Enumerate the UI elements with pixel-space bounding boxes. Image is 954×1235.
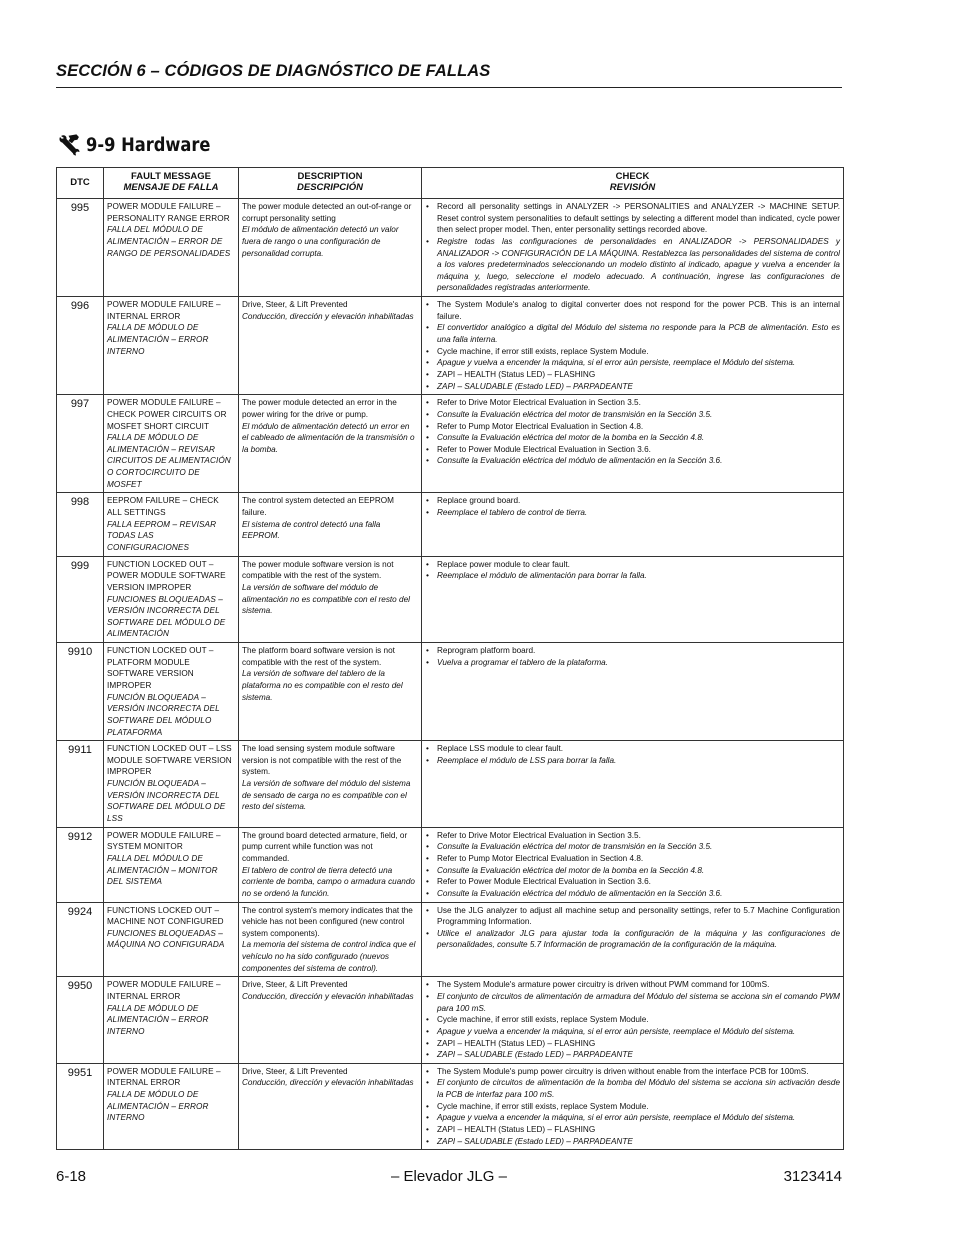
fault-message-cell bbox=[104, 395, 239, 493]
section-title: SECCIÓN 6 – CÓDIGOS DE DIAGNÓSTICO DE FALLAS bbox=[56, 62, 491, 80]
fault-message-en: FUNCTION LOCKED OUT – POWER MODULE SOFTWARE VERSION IMPROPER bbox=[107, 559, 226, 592]
check-cell bbox=[422, 827, 844, 902]
fault-message-cell bbox=[104, 741, 239, 827]
check-item: • Reemplace el módulo de LSS para borrar la falla. bbox=[424, 755, 840, 767]
header-dtc: DTC bbox=[57, 168, 104, 199]
fault-message-cell bbox=[104, 297, 239, 395]
check-item: • The System Module's pump power circuitry is driven without enable from the interface PCB for 100mS. bbox=[424, 1066, 840, 1078]
check-item: • Apague y vuelva a encender la máquina, si el error aún persiste, reemplace el Módulo del sistema. bbox=[424, 1026, 840, 1038]
dtc-code: 9911 bbox=[57, 741, 104, 827]
fault-message-en: POWER MODULE FAILURE – INTERNAL ERROR bbox=[107, 1066, 221, 1088]
description-en: The power module software version is not compatible with the rest of the system. bbox=[242, 559, 394, 581]
table-row bbox=[57, 741, 844, 827]
fault-message-cell bbox=[104, 643, 239, 741]
description-es: La memoria del sistema de control indica que el vehículo no ha sido configurado (nuevos componentes del sistema de control). bbox=[242, 940, 416, 973]
fault-message-en: POWER MODULE FAILURE – CHECK POWER CIRCUITS OR MOSFET SHORT CIRCUIT bbox=[107, 398, 227, 431]
fault-message-en: POWER MODULE FAILURE – SYSTEM MONITOR bbox=[107, 830, 221, 852]
fault-message-en: FUNCTIONS LOCKED OUT – MACHINE NOT CONFIGURED bbox=[107, 905, 224, 927]
table-row bbox=[57, 643, 844, 741]
description-cell bbox=[239, 741, 422, 827]
description-cell bbox=[239, 493, 422, 556]
check-item: • El conjunto de circuitos de alimentación de la bomba del Módulo del sistema se acciona sin activación desde la PCB de interfaz para 100 mS. bbox=[424, 1077, 840, 1100]
description-es: El módulo de alimentación detectó un error en el cableado de alimentación de la transmisión o la bomba. bbox=[242, 421, 415, 454]
fault-message-es: FUNCIONES BLOQUEADAS – VERSIÓN INCORRECTA DEL SOFTWARE DEL MÓDULO DE ALIMENTACIÓN bbox=[107, 594, 226, 639]
description-es: Conducción, dirección y elevación inhabilitadas bbox=[242, 1078, 414, 1088]
heading-title: 9-9 Hardware bbox=[86, 134, 211, 156]
check-item: • The System Module's armature power circuitry is driven without PWM command for 100mS. bbox=[424, 979, 840, 991]
table-header-row bbox=[57, 168, 844, 199]
check-cell bbox=[422, 297, 844, 395]
fault-message-cell bbox=[104, 1063, 239, 1149]
check-list bbox=[424, 645, 840, 668]
check-item: • Apague y vuelva a encender la máquina, si el error aún persiste, reemplace el Módulo del sistema. bbox=[424, 1112, 840, 1124]
check-item: • Use the JLG analyzer to adjust all machine setup and personality settings, refer to 5.7 Machine Configuration Programming Information. bbox=[424, 905, 840, 928]
description-en: The power module detected an out-of-range or corrupt personality setting bbox=[242, 202, 412, 223]
description-en: The control system's memory indicates that the vehicle has not been configured (new control system components). bbox=[242, 905, 413, 938]
description-en: The load sensing system module software version is not compatible with the rest of the system. bbox=[242, 744, 402, 777]
dtc-code: 995 bbox=[57, 199, 104, 297]
footer-publisher: – Elevador JLG – bbox=[391, 1168, 507, 1185]
check-item: • Apague y vuelva a encender la máquina, si el error aún persiste, reemplace el Módulo del sistema. bbox=[424, 357, 840, 369]
description-es: Conducción, dirección y elevación inhabilitadas bbox=[242, 992, 414, 1001]
description-en: Drive, Steer, & Lift Prevented bbox=[242, 980, 348, 990]
page-number: 6-18 bbox=[56, 1168, 87, 1185]
check-item: • Consulte la Evaluación eléctrica del módulo de alimentación en la Sección 3.6. bbox=[424, 455, 840, 467]
fault-message-es: FUNCIÓN BLOQUEADA – VERSIÓN INCORRECTA DEL SOFTWARE DEL MÓDULO DE LSS bbox=[107, 779, 226, 824]
check-list bbox=[424, 830, 840, 900]
check-list bbox=[424, 905, 840, 952]
description-cell bbox=[239, 977, 422, 1063]
table-row bbox=[57, 977, 844, 1063]
check-item: • Reemplace el tablero de control de tierra. bbox=[424, 507, 840, 519]
description-cell bbox=[239, 1063, 422, 1149]
table-row bbox=[57, 902, 844, 977]
dtc-code: 9950 bbox=[57, 977, 104, 1063]
dtc-code: 9924 bbox=[57, 902, 104, 977]
description-en: The control system detected an EEPROM failure. bbox=[242, 496, 394, 518]
dtc-code: 9910 bbox=[57, 643, 104, 741]
description-es: La versión de software del tablero de la plataforma no es compatible con el resto del sistema. bbox=[242, 669, 403, 702]
check-list bbox=[424, 1066, 840, 1147]
fault-code-table bbox=[56, 167, 844, 1150]
description-cell bbox=[239, 297, 422, 395]
description-es: La versión de software del módulo del sistema de sensado de carga no es compatible con el resto del sistema. bbox=[242, 779, 411, 812]
dtc-code: 999 bbox=[57, 556, 104, 642]
header-fault-message: FAULT MESSAGE MENSAJE DE FALLA bbox=[104, 168, 239, 199]
check-list bbox=[424, 397, 840, 467]
check-cell bbox=[422, 741, 844, 827]
description-cell bbox=[239, 199, 422, 297]
check-item: • The System Module's analog to digital converter does not respond for the power PCB. This is an internal failure. bbox=[424, 299, 840, 322]
wrench-hammer-icon bbox=[56, 132, 82, 158]
check-item: • Replace LSS module to clear fault. bbox=[424, 743, 840, 755]
check-item: • ZAPI – HEALTH (Status LED) – FLASHING bbox=[424, 1124, 840, 1136]
description-cell bbox=[239, 643, 422, 741]
check-item: • Refer to Drive Motor Electrical Evaluation in Section 3.5. bbox=[424, 830, 840, 842]
check-item: • Consulte la Evaluación eléctrica del motor de transmisión en la Sección 3.5. bbox=[424, 409, 840, 421]
check-item: • ZAPI – SALUDABLE (Estado LED) – PARPADEANTE bbox=[424, 381, 840, 393]
check-item: • Reprogram platform board. bbox=[424, 645, 840, 657]
check-cell bbox=[422, 977, 844, 1063]
dtc-code: 996 bbox=[57, 297, 104, 395]
description-en: Drive, Steer, & Lift Prevented bbox=[242, 300, 348, 310]
fault-message-es: FALLA DE MÓDULO DE ALIMENTACIÓN – REVISAR CIRCUITOS DE ALIMENTACIÓN O CORTOCIRCUITO DE MOSFET bbox=[107, 433, 231, 489]
description-en: The ground board detected armature, field, or pump current while function was not commanded. bbox=[242, 830, 408, 863]
fault-message-es: FALLA DE MÓDULO DE ALIMENTACIÓN – ERROR INTERNO bbox=[107, 323, 209, 356]
check-item: • ZAPI – SALUDABLE (Estado LED) – PARPADEANTE bbox=[424, 1136, 840, 1148]
fault-message-cell bbox=[104, 493, 239, 556]
check-item: • Record all personality settings in ANALYZER -> PERSONALITIES and ANALYZER -> MACHINE SETUP. Reset control system personalities to default settings by selecting a different model than indicated, cycle power then select proper model. Then, enter personality settings recorded above. bbox=[424, 201, 840, 236]
check-cell bbox=[422, 493, 844, 556]
check-list bbox=[424, 299, 840, 392]
check-cell bbox=[422, 902, 844, 977]
check-item: • Cycle machine, if error still exists, replace System Module. bbox=[424, 346, 840, 358]
check-cell bbox=[422, 1063, 844, 1149]
check-item: • Refer to Pump Motor Electrical Evaluation in Section 4.8. bbox=[424, 421, 840, 433]
check-item: • Cycle machine, if error still exists, replace System Module. bbox=[424, 1101, 840, 1113]
fault-message-es: FALLA DE MÓDULO DE ALIMENTACIÓN – ERROR INTERNO bbox=[107, 1090, 209, 1123]
check-item: • El conjunto de circuitos de alimentación de armadura del Módulo del sistema se acciona sin el comando PWM para 100 mS. bbox=[424, 991, 840, 1014]
section-heading bbox=[56, 132, 227, 158]
description-en: Drive, Steer, & Lift Prevented bbox=[242, 1066, 348, 1076]
table-row bbox=[57, 297, 844, 395]
fault-message-cell bbox=[104, 827, 239, 902]
check-item: • Replace power module to clear fault. bbox=[424, 559, 840, 571]
check-item: • Registre todas las configuraciones de personalidades en ANALIZADOR -> PERSONALIDADES y ANALIZADOR -> CONFIGURACIÓN DE LA MÁQUINA. Restablezca las personalidades del sistema de control a los valores predeterminados seleccionando un modelo distinto al indicado, apague y vuelva a encender la máquina y, luego, seleccione el modelo adecuado. A continuación, ingrese las configuraciones de personalidades registradas anteriormente. bbox=[424, 236, 840, 294]
fault-message-cell bbox=[104, 556, 239, 642]
fault-message-en: POWER MODULE FAILURE – PERSONALITY RANGE ERROR bbox=[107, 202, 230, 223]
fault-message-es: FALLA EEPROM – REVISAR TODAS LAS CONFIGURACIONES bbox=[107, 519, 217, 552]
fault-message-es: FUNCIÓN BLOQUEADA – VERSIÓN INCORRECTA DEL SOFTWARE DEL MÓDULO PLATAFORMA bbox=[107, 692, 220, 737]
description-cell bbox=[239, 902, 422, 977]
check-list bbox=[424, 201, 840, 294]
table-row bbox=[57, 493, 844, 556]
dtc-code: 9912 bbox=[57, 827, 104, 902]
check-item: • Cycle machine, if error still exists, replace System Module. bbox=[424, 1014, 840, 1026]
check-item: • Refer to Power Module Electrical Evaluation in Section 3.6. bbox=[424, 444, 840, 456]
description-cell bbox=[239, 395, 422, 493]
fault-message-es: FALLA DE MÓDULO DE ALIMENTACIÓN – ERROR INTERNO bbox=[107, 1003, 209, 1036]
description-es: El módulo de alimentación detectó un valor fuera de rango o una configuración de personalidad corrupta. bbox=[242, 225, 399, 258]
check-cell bbox=[422, 199, 844, 297]
check-list bbox=[424, 743, 840, 766]
description-cell bbox=[239, 827, 422, 902]
header-check: CHECK REVISIÓN bbox=[422, 168, 844, 199]
table-row bbox=[57, 827, 844, 902]
fault-message-en: EEPROM FAILURE – CHECK ALL SETTINGS bbox=[107, 496, 219, 518]
check-cell bbox=[422, 556, 844, 642]
table-row bbox=[57, 556, 844, 642]
fault-message-cell bbox=[104, 902, 239, 977]
check-item: • ZAPI – SALUDABLE (Estado LED) – PARPADEANTE bbox=[424, 1049, 840, 1061]
table-row bbox=[57, 1063, 844, 1149]
check-item: • Replace ground board. bbox=[424, 495, 840, 507]
description-cell bbox=[239, 556, 422, 642]
check-item: • Reemplace el módulo de alimentación para borrar la falla. bbox=[424, 570, 840, 582]
check-item: • Refer to Drive Motor Electrical Evaluation in Section 3.5. bbox=[424, 397, 840, 409]
fault-message-es: FALLA DEL MÓDULO DE ALIMENTACIÓN – MONITOR DEL SISTEMA bbox=[107, 853, 218, 887]
dtc-code: 9951 bbox=[57, 1063, 104, 1149]
fault-message-cell bbox=[104, 977, 239, 1063]
check-item: • Refer to Power Module Electrical Evaluation in Section 3.6. bbox=[424, 876, 840, 888]
fault-message-cell bbox=[104, 199, 239, 297]
check-cell bbox=[422, 643, 844, 741]
check-list bbox=[424, 979, 840, 1060]
fault-message-es: FALLA DEL MÓDULO DE ALIMENTACIÓN – ERROR DE RANGO DE PERSONALIDADES bbox=[107, 225, 231, 258]
description-en: The platform board software version is not compatible with the rest of the system. bbox=[242, 646, 395, 667]
check-list bbox=[424, 495, 840, 518]
fault-message-en: POWER MODULE FAILURE – INTERNAL ERROR bbox=[107, 980, 221, 1001]
table-row bbox=[57, 395, 844, 493]
fault-message-en: POWER MODULE FAILURE – INTERNAL ERROR bbox=[107, 300, 221, 321]
check-item: • Consulte la Evaluación eléctrica del motor de la bomba en la Sección 4.8. bbox=[424, 432, 840, 444]
description-es: Conducción, dirección y elevación inhabilitadas bbox=[242, 311, 414, 321]
check-item: • El convertidor analógico a digital del Módulo del sistema no responde para la PCB de alimentación. Esto es una falla interna. bbox=[424, 322, 840, 345]
check-item: • Vuelva a programar el tablero de la plataforma. bbox=[424, 657, 840, 669]
description-en: The power module detected an error in the power wiring for the drive or pump. bbox=[242, 398, 397, 419]
fault-message-es: FUNCIONES BLOQUEADAS – MÁQUINA NO CONFIGURADA bbox=[107, 928, 225, 950]
description-es: El sistema de control detectó una falla EEPROM. bbox=[242, 519, 381, 541]
dtc-code: 997 bbox=[57, 395, 104, 493]
page-footer bbox=[56, 1168, 842, 1190]
check-item: • ZAPI – HEALTH (Status LED) – FLASHING bbox=[424, 369, 840, 381]
table-row bbox=[57, 199, 844, 297]
description-es: El tablero de control de tierra detectó una corriente de bomba, campo o armadura cuando no se ordenó la función. bbox=[242, 865, 415, 898]
dtc-code: 998 bbox=[57, 493, 104, 556]
fault-message-en: FUNCTION LOCKED OUT – LSS MODULE SOFTWARE VERSION IMPROPER bbox=[107, 744, 232, 777]
check-cell bbox=[422, 395, 844, 493]
check-item: • Consulte la Evaluación eléctrica del módulo de alimentación en la Sección 3.6. bbox=[424, 888, 840, 900]
check-item: • ZAPI – HEALTH (Status LED) – FLASHING bbox=[424, 1038, 840, 1050]
check-item: • Consulte la Evaluación eléctrica del motor de transmisión en la Sección 3.5. bbox=[424, 841, 840, 853]
check-item: • Refer to Pump Motor Electrical Evaluation in Section 4.8. bbox=[424, 853, 840, 865]
section-header bbox=[56, 62, 842, 88]
check-item: • Utilice el analizador JLG para ajustar toda la configuración de la máquina y las configuraciones de personalidades, consulte 5.7 Información de programación de la configuración de la máquina. bbox=[424, 928, 840, 951]
document-number: 3123414 bbox=[783, 1168, 842, 1185]
description-es: La versión de software del módulo de alimentación no es compatible con el resto del sistema. bbox=[242, 582, 410, 616]
check-list bbox=[424, 559, 840, 582]
header-description: DESCRIPTION DESCRIPCIÓN bbox=[239, 168, 422, 199]
fault-message-en: FUNCTION LOCKED OUT – PLATFORM MODULE SOFTWARE VERSION IMPROPER bbox=[107, 646, 214, 690]
check-item: • Consulte la Evaluación eléctrica del motor de la bomba en la Sección 4.8. bbox=[424, 865, 840, 877]
